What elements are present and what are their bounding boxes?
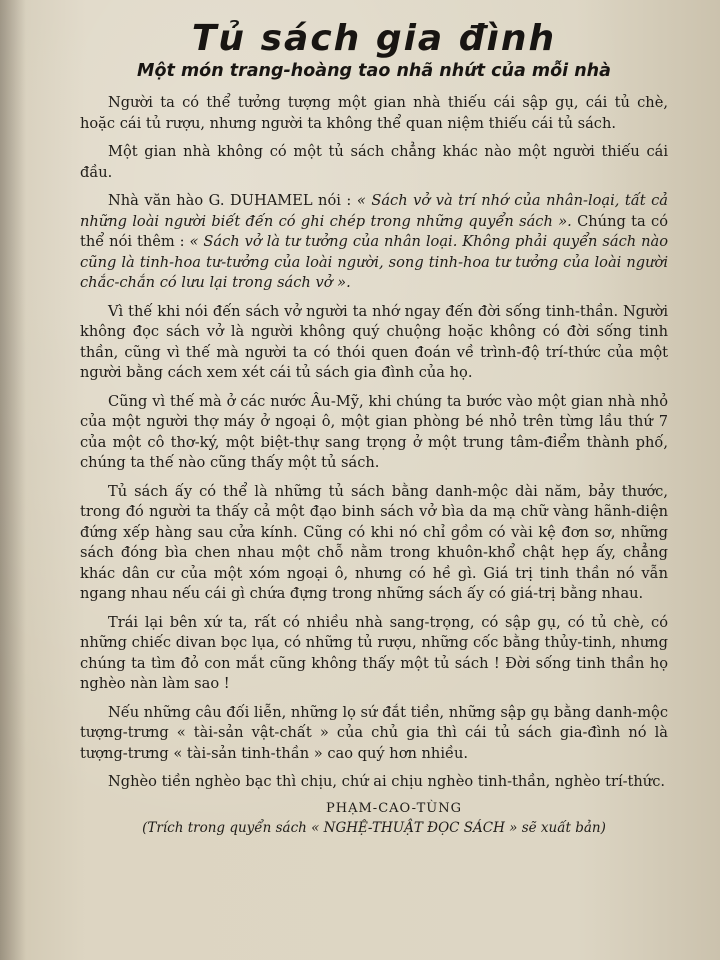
article-subtitle: Một món trang-hoàng tao nhã nhứt của mỗi nhà [137, 61, 611, 81]
paragraph-4: Vì thế khi nói đến sách vở người ta nhớ ngay đến đời sống tinh-thần. Người không đọc sách vở là người không quý chuộng hoặc không có đời sống tinh thần, cũng vì thế mà người ta có thói quen đoán về trình-độ trí-thức của một người bằng cách xem xét cái tủ sách gia đình của họ. [80, 302, 668, 381]
paragraph-7: Trái lại bên xứ ta, rất có nhiều nhà sang-trọng, có sập gụ, có tủ chè, có những chiếc divan bọc lụa, có những tủ rượu, những cốc bằng thủy-tinh, nhưng chúng ta tìm đỏ con mắt cũng không thấy một tủ sách ! Đời sống tinh thần họ nghèo nàn làm sao ! [80, 613, 668, 692]
paragraph-5: Cũng vì thế mà ở các nước Âu-Mỹ, khi chúng ta bước vào một gian nhà nhỏ của một người thợ máy ở ngoại ô, một gian phòng bé nhỏ trên từng lầu thứ 7 của một cô thơ-ký, một biệt-thự sang trọng ở một trung tâm-điểm thành phố, chúng ta thế nào cũng thấy một tủ sách. [80, 392, 668, 471]
source-note: (Trích trong quyển sách « NGHỆ-THUẬT ĐỌC SÁCH » sẽ xuất bản) [142, 819, 606, 836]
author-quote: « Sách vở là tư tưởng của nhân loại. Không phải quyển sách nào cũng là tinh-hoa tư-tưởng của loài người, song tinh-hoa tư tưởng của loài người chắc-chắn có lưu lại trong sách vở ». [80, 233, 668, 291]
duhamel-quote: « Sách vở và trí nhớ của nhân-loại, tất cả những loài người biết đến có ghi chép trong những quyển sách ». [80, 192, 668, 230]
paragraph-6: Tủ sách ấy có thể là những tủ sách bằng danh-mộc dài năm, bảy thước, trong đó người ta thấy cả một đạo binh sách vở bìa da mạ chữ vàng hãnh-diện đứng xếp hàng sau cửa kính. Cũng có khi nó chỉ gồm có vài kệ đơn sơ, những sách đóng bìa chen nhau một chỗ nằm trong khuôn-khổ chật hẹp ấy, chẳng khác dân cư của một xóm ngoại ô, nhưng có hề gì. Giá trị tinh thần nó vẫn ngang nhau nếu cái gì chứa đựng trong những sách ấy có giá-trị bằng nhau. [80, 482, 668, 602]
paragraph-3 [80, 191, 668, 294]
article-title: Tủ sách gia đình [191, 18, 557, 59]
paragraph-8: Nếu những câu đối liễn, những lọ sứ đắt tiền, những sập gụ bằng danh-mộc tượng-trưng « tài-sản vật-chất » của chủ gia thì cái tủ sách gia-đình nó là tượng-trưng « tài-sản tinh-thần » cao quý hơn nhiều. [80, 703, 668, 762]
paragraph-1: Người ta có thể tưởng tượng một gian nhà thiếu cái sập gụ, cái tủ chè, hoặc cái tủ rượu, nhưng người ta không thể quan niệm thiếu cái tủ sách. [80, 94, 668, 132]
paragraph-2: Một gian nhà không có một tủ sách chẳng khác nào một người thiếu cái đầu. [80, 143, 668, 181]
paragraph-9: Nghèo tiền nghèo bạc thì chịu, chứ ai chịu nghèo tinh-thần, nghèo trí-thức. [108, 773, 666, 790]
author-signature: PHẠM-CAO-TÙNG [326, 800, 462, 816]
paragraph-3-mid: Chúng ta có thể nói thêm : [80, 212, 668, 250]
paragraph-3-intro: Nhà văn hào G. DUHAMEL nói : [108, 192, 357, 209]
page-shadow [0, 0, 26, 960]
